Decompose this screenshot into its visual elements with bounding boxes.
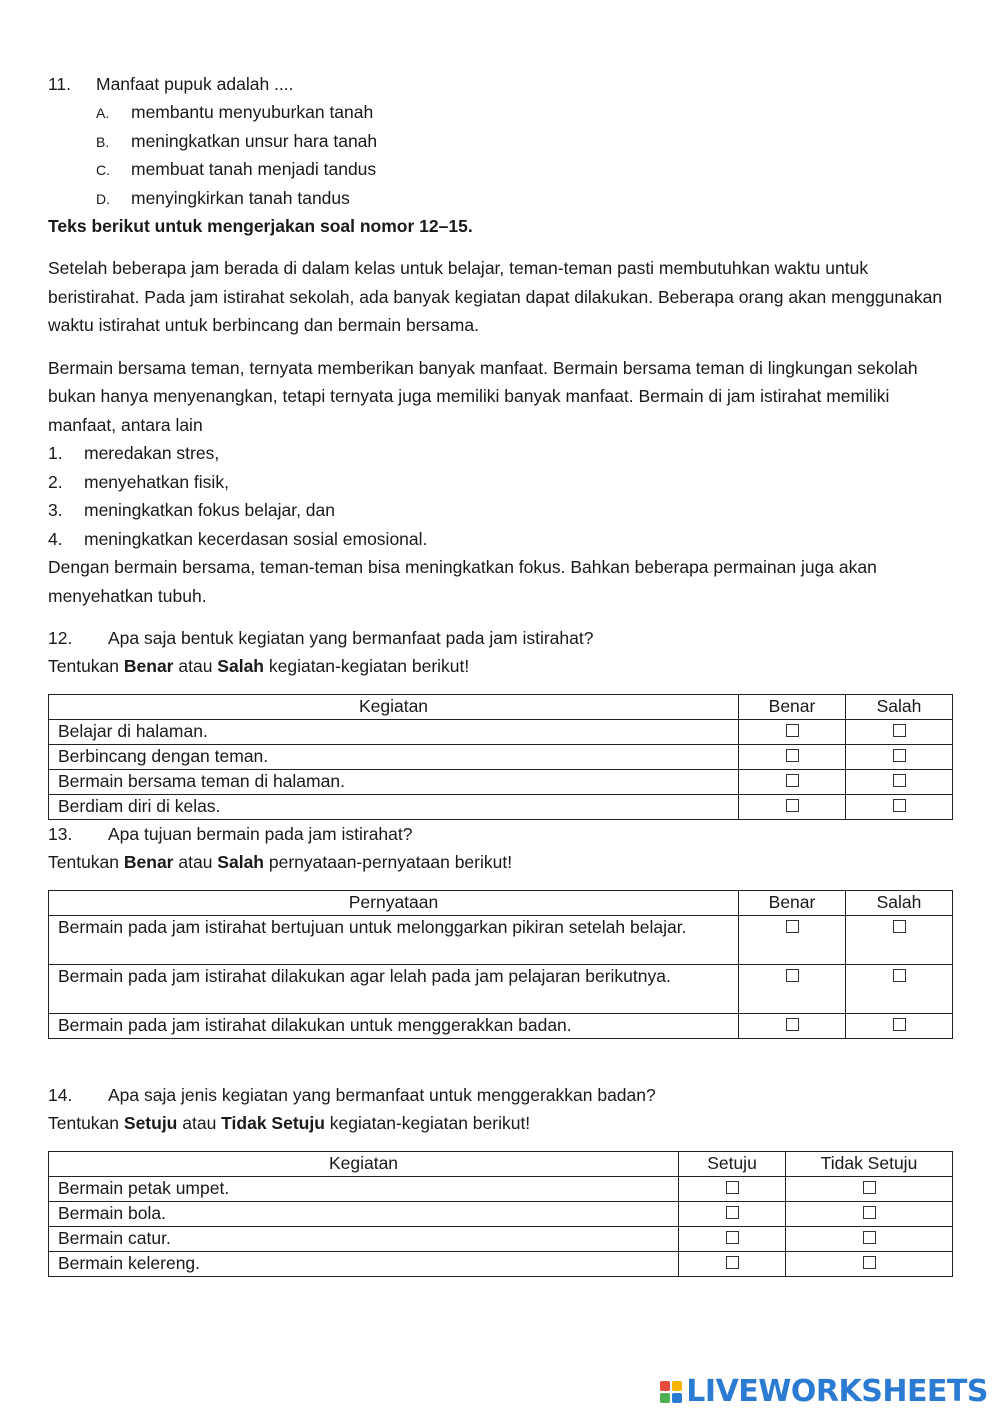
table-row: Bermain bola. — [49, 1202, 953, 1227]
option-c[interactable]: C. membuat tanah menjadi tandus — [96, 159, 377, 179]
table-row: Berdiam diri di kelas. — [49, 795, 953, 820]
table-row: Bermain pada jam istirahat bertujuan untuk melonggarkan pikiran setelah belajar. — [49, 916, 953, 965]
list-item: 3. meningkatkan fokus belajar, dan — [48, 500, 335, 520]
passage-paragraph-3: Dengan bermain bersama, teman-teman bisa meningkatkan fokus. Bahkan beberapa permainan juga akan menyehatkan tubuh. — [48, 557, 877, 606]
question-text: Apa tujuan bermain pada jam istirahat? — [108, 824, 413, 844]
salah-checkbox[interactable] — [893, 799, 906, 812]
column-header: Salah — [846, 891, 953, 916]
column-header: Pernyataan — [49, 891, 739, 916]
table-row: Bermain catur. — [49, 1227, 953, 1252]
option-d[interactable]: D. menyingkirkan tanah tandus — [96, 187, 350, 208]
question-14-instruction: Tentukan Setuju atau Tidak Setuju kegiatan-kegiatan berikut! — [48, 1113, 531, 1133]
question-text: Apa saja jenis kegiatan yang bermanfaat untuk menggerakkan badan? — [108, 1085, 656, 1105]
column-header: Benar — [739, 695, 846, 720]
column-header: Tidak Setuju — [786, 1152, 953, 1177]
list-item: 1. meredakan stres, — [48, 443, 220, 463]
setuju-checkbox[interactable] — [726, 1206, 739, 1219]
worksheet-page — [48, 70, 953, 1277]
salah-checkbox[interactable] — [893, 969, 906, 982]
tidak-setuju-checkbox[interactable] — [863, 1181, 876, 1194]
table-row: Berbincang dengan teman. — [49, 745, 953, 770]
salah-checkbox[interactable] — [893, 724, 906, 737]
option-b[interactable]: B. meningkatkan unsur hara tanah — [96, 130, 378, 151]
benar-checkbox[interactable] — [786, 724, 799, 737]
question-13-table — [48, 890, 953, 1039]
question-number: 11. — [48, 74, 72, 94]
table-row: Bermain pada jam istirahat dilakukan agar lelah pada jam pelajaran berikutnya. — [49, 965, 953, 1014]
benar-checkbox[interactable] — [786, 969, 799, 982]
question-11 — [48, 70, 953, 98]
passage-paragraph-2: Bermain bersama teman, ternyata memberikan banyak manfaat. Bermain bersama teman di lingkungan sekolah bukan hanya menyenangkan, tetapi ternyata juga memiliki banyak manfaat. Bermain di jam istirahat memiliki manfaat, antara lain — [48, 357, 918, 435]
benar-checkbox[interactable] — [786, 749, 799, 762]
benar-checkbox[interactable] — [786, 774, 799, 787]
question-12-table — [48, 694, 953, 820]
column-header: Kegiatan — [49, 695, 739, 720]
question-text: Manfaat pupuk adalah .... — [96, 74, 294, 94]
table-row: Belajar di halaman. — [49, 720, 953, 745]
question-14 — [48, 1081, 953, 1109]
setuju-checkbox[interactable] — [726, 1181, 739, 1194]
question-number: 12. — [48, 628, 73, 648]
column-header: Kegiatan — [49, 1152, 679, 1177]
column-header: Benar — [739, 891, 846, 916]
question-number: 13. — [48, 824, 73, 844]
liveworksheets-logo — [660, 1374, 988, 1409]
benar-checkbox[interactable] — [786, 920, 799, 933]
question-number: 14. — [48, 1085, 73, 1105]
setuju-checkbox[interactable] — [726, 1256, 739, 1269]
passage-heading: Teks berikut untuk mengerjakan soal nomor 12–15. — [48, 216, 473, 236]
salah-checkbox[interactable] — [893, 1018, 906, 1031]
column-header: Setuju — [679, 1152, 786, 1177]
brand-name: LIVEWORKSHEETS — [686, 1374, 988, 1409]
question-text: Apa saja bentuk kegiatan yang bermanfaat pada jam istirahat? — [108, 628, 594, 648]
salah-checkbox[interactable] — [893, 774, 906, 787]
salah-checkbox[interactable] — [893, 749, 906, 762]
benar-checkbox[interactable] — [786, 1018, 799, 1031]
tidak-setuju-checkbox[interactable] — [863, 1206, 876, 1219]
list-item: 4. meningkatkan kecerdasan sosial emosional. — [48, 528, 428, 549]
question-13 — [48, 820, 953, 848]
table-row: Bermain pada jam istirahat dilakukan untuk menggerakkan badan. — [49, 1014, 953, 1039]
question-12-instruction: Tentukan Benar atau Salah kegiatan-kegiatan berikut! — [48, 656, 470, 676]
tidak-setuju-checkbox[interactable] — [863, 1231, 876, 1244]
salah-checkbox[interactable] — [893, 920, 906, 933]
column-header: Salah — [846, 695, 953, 720]
logo-grid-icon — [660, 1381, 682, 1403]
setuju-checkbox[interactable] — [726, 1231, 739, 1244]
table-row: Bermain bersama teman di halaman. — [49, 770, 953, 795]
table-row: Bermain kelereng. — [49, 1252, 953, 1277]
benar-checkbox[interactable] — [786, 799, 799, 812]
table-row: Bermain petak umpet. — [49, 1177, 953, 1202]
passage-paragraph-1: Setelah beberapa jam berada di dalam kelas untuk belajar, teman-teman pasti membutuhkan waktu untuk beristirahat. Pada jam istirahat sekolah, ada banyak kegiatan dapat dilakukan. Beberapa orang akan menggunakan waktu istirahat untuk berbincang dan bermain bersama. — [48, 258, 943, 335]
question-14-table — [48, 1151, 953, 1277]
question-12 — [48, 624, 953, 652]
option-a[interactable]: A. membantu menyuburkan tanah — [96, 102, 374, 122]
question-13-instruction: Tentukan Benar atau Salah pernyataan-pernyataan berikut! — [48, 852, 513, 872]
list-item: 2. menyehatkan fisik, — [48, 471, 229, 492]
tidak-setuju-checkbox[interactable] — [863, 1256, 876, 1269]
